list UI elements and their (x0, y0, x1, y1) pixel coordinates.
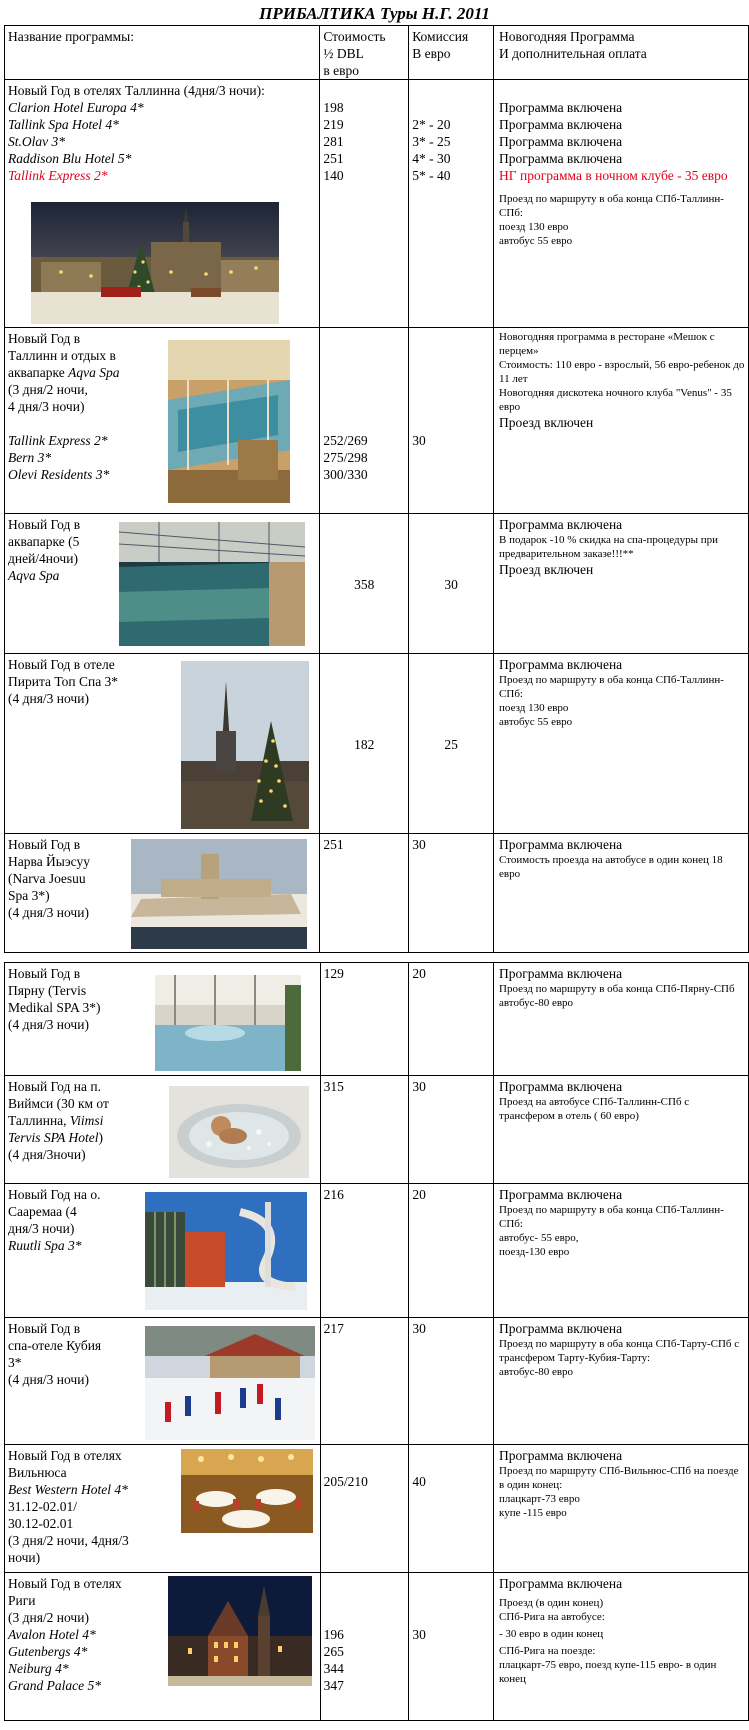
table-row (5, 328, 749, 514)
saaremaa-spa-photo (145, 1192, 307, 1310)
row5-program: Программа включена Стоимость проезда на автобусе в один конец 18 евро (494, 834, 749, 953)
table-row (5, 1318, 749, 1445)
row8-commission: 20 (409, 1184, 494, 1318)
row5-price: 251 (320, 834, 409, 953)
table-row (5, 1184, 749, 1318)
row3-name: Новый Год в аквапарке (5 дней/4ночи) Aqva Spa (5, 514, 320, 654)
row1-program: Программа включена Программа включена Программа включена Программа включена НГ программа в ночном клубе - 35 евро Проезд по маршруту в оба конца СПб-Таллинн-СПб: поезд 130 евро автобус 55 евро (494, 80, 749, 328)
row1-commissions: 2* - 20 3* - 25 4* - 30 5* - 40 (409, 80, 494, 328)
row7-commission: 30 (409, 1076, 494, 1184)
row9-program: Программа включена Проезд по маршруту в оба конца СПб-Тарту-СПб с трансфером Тарту-Кубия-Тарту: автобус-80 евро (494, 1318, 749, 1445)
table-row (5, 514, 749, 654)
table-row (5, 834, 749, 953)
table-row (5, 80, 749, 328)
page-title: ПРИБАЛТИКА Туры Н.Г. 2011 (259, 4, 490, 23)
row8-program: Программа включена Проезд по маршруту в оба конца СПб-Таллинн-СПб: автобус- 55 евро, поезд-130 евро (494, 1184, 749, 1318)
row2-name: Новый Год в Таллинн и отдых в аквапарке Aqva Spa (3 дня/2 ночи, 4 дня/3 ночи) Tallink Express 2* Bern 3* Olevi Residents 3* (5, 328, 320, 514)
row3-commission: 30 (409, 514, 494, 654)
row7-program: Программа включена Проезд на автобусе СПб-Таллинн-СПб с трансфером в отель ( 60 евро) (494, 1076, 749, 1184)
table-row (5, 1076, 749, 1184)
table-row (5, 1445, 749, 1573)
row10-name: Новый Год в отелях Вильнюса Best Western Hotel 4* 31.12-02.01/ 30.12-02.01 (3 дня/2 ночи, 4дня/3 ночи) (5, 1445, 321, 1573)
row11-name: Новый Год в отелях Риги (3 дня/2 ночи) Avalon Hotel 4* Gutenbergs 4* Neiburg 4* Grand Palace 5* (5, 1573, 321, 1721)
vilnius-banquet-hall-photo (181, 1449, 313, 1533)
row4-program: Программа включена Проезд по маршруту в оба конца СПб-Таллинн-СПб: поезд 130 евро автобус 55 евро (494, 654, 749, 834)
row8-name: Новый Год на о. Сааремаа (4 дня/3 ночи) Ruutli Spa 3* (5, 1184, 321, 1318)
row1-name: Новый Год в отелях Таллинна (4дня/3 ночи): Clarion Hotel Europa 4* Tallink Spa Hotel 4* St.Olav 3* Raddison Blu Hotel 5* Tallink Express 2* (5, 80, 320, 328)
row10-commission: 40 (409, 1445, 494, 1573)
row1-prices: 198 219 281 251 140 (320, 80, 409, 328)
row11-commission: 30 (409, 1573, 494, 1721)
aqva-spa-interior-photo (168, 340, 290, 503)
row6-program: Программа включена Проезд по маршруту в оба конца СПб-Пярну-СПб автобус-80 евро (494, 963, 749, 1076)
tallinn-tree-photo (181, 661, 309, 829)
row4-commission: 25 (409, 654, 494, 834)
row11-program: Программа включена Проезд (в один конец) СПб-Рига на автобусе: - 30 евро в один конец СПб-Рига на поезде: плацкарт-75 евро, поезд купе-115 евро- в один конец (494, 1573, 749, 1721)
kubija-skiers-photo (145, 1326, 315, 1440)
row11-prices: 196 265 344 347 (320, 1573, 409, 1721)
narva-castle-photo (131, 839, 307, 949)
row9-name: Новый Год в спа-отеле Кубия 3* (4 дня/3 ночи) (5, 1318, 321, 1445)
viimsi-jacuzzi-photo (169, 1086, 309, 1178)
header-program: Новогодняя Программа И дополнительная оплата (494, 26, 749, 80)
row3-program: Программа включена В подарок -10 % скидка на спа-процедуры при предварительном заказе!!!** Проезд включен (494, 514, 749, 654)
tours-table-2 (4, 962, 749, 1721)
header-name: Название программы: (5, 26, 320, 80)
row2-commission: 30 (409, 328, 494, 514)
table-row (5, 654, 749, 834)
table-row (5, 1573, 749, 1721)
row10-price: 205/210 (320, 1445, 409, 1573)
tallinn-christmas-photo (31, 202, 279, 324)
row10-program: Программа включена Проезд по маршруту СПб-Вильнюс-СПб на поезде в один конец: плацкарт-73 евро купе -115 евро (494, 1445, 749, 1573)
row5-commission: 30 (409, 834, 494, 953)
row7-price: 315 (320, 1076, 409, 1184)
row2-prices: 252/269 275/298 300/330 (320, 328, 409, 514)
header-price: Стоимость ½ DBL в евро (320, 26, 409, 80)
row9-commission: 30 (409, 1318, 494, 1445)
row4-price: 182 (320, 654, 409, 834)
header-commission: Комиссия В евро (409, 26, 494, 80)
parnu-spa-pool-photo (155, 975, 301, 1071)
row4-name: Новый Год в отеле Пирита Топ Спа 3* (4 дня/3 ночи) (5, 654, 320, 834)
tours-table-1 (4, 25, 749, 953)
row9-price: 217 (320, 1318, 409, 1445)
row7-name: Новый Год на п. Виймси (30 км от Таллинна, Viimsi Tervis SPA Hotel) (4 дня/3ночи) (5, 1076, 321, 1184)
row6-commission: 20 (409, 963, 494, 1076)
row2-program: Новогодняя программа в ресторане «Мешок с перцем» Стоимость: 110 евро - взрослый, 56 евро-ребенок до 11 лет Новогодняя дискотека ночного клуба "Venus" - 35 евро Проезд включен (494, 328, 749, 514)
row6-price: 129 (320, 963, 409, 1076)
table-header (5, 26, 749, 80)
riga-old-town-photo (168, 1576, 312, 1686)
row5-name: Новый Год в Нарва Йыэсуу (Narva Joesuu Spa 3*) (4 дня/3 ночи) (5, 834, 320, 953)
aqva-pool-photo (119, 522, 305, 646)
row8-price: 216 (320, 1184, 409, 1318)
table-row (5, 963, 749, 1076)
row6-name: Новый Год в Пярну (Tervis Medikal SPA 3*) (4 дня/3 ночи) (5, 963, 321, 1076)
row3-price: 358 (320, 514, 409, 654)
